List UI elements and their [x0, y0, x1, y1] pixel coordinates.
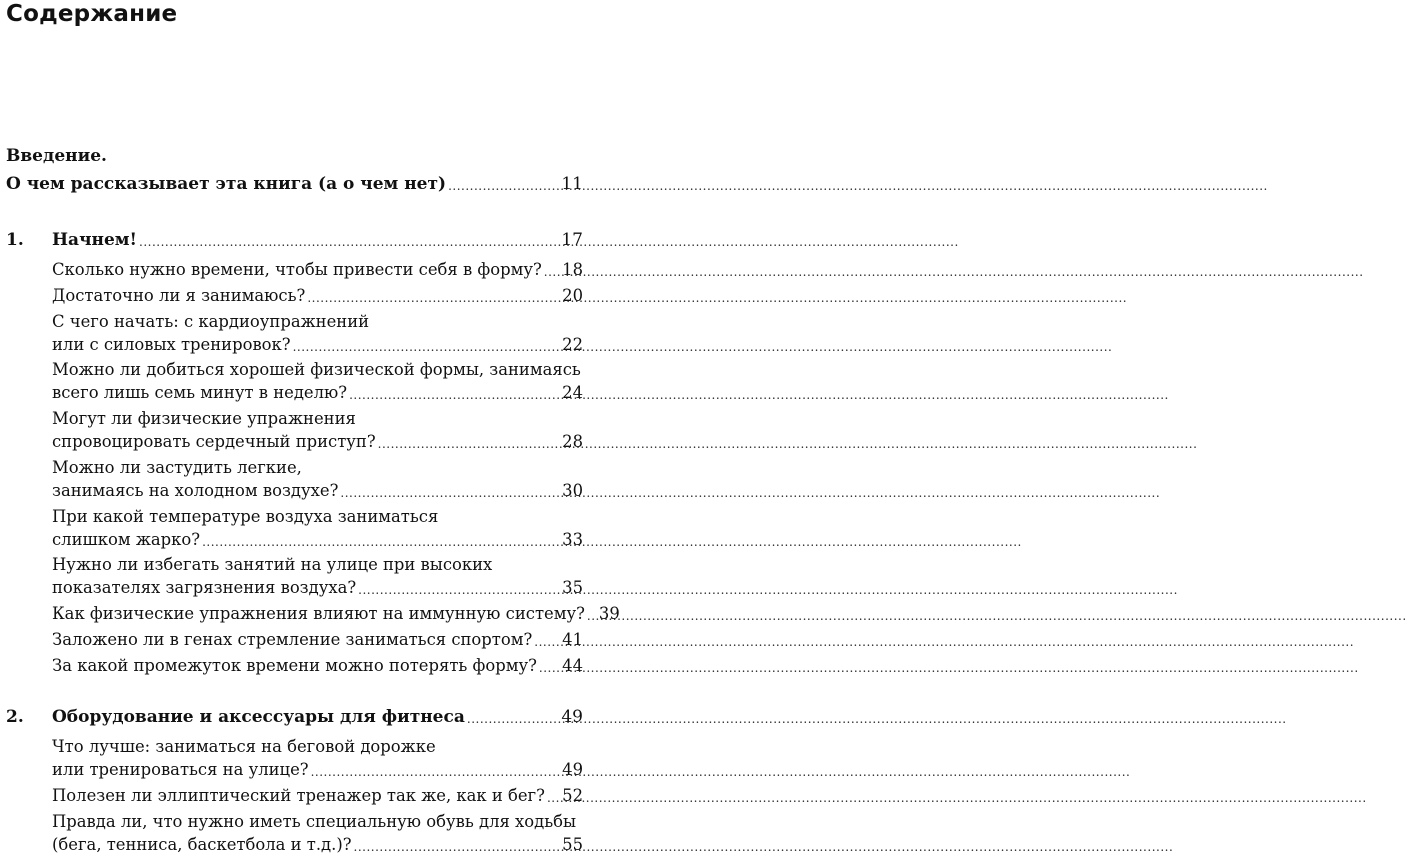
toc-entry-title: занимаясь на холодном воздухе? — [52, 481, 339, 500]
toc-entry-line-1[interactable]: При какой температуре воздуха заниматься — [52, 507, 439, 526]
toc-entry-title: Заложено ли в генах стремление заниматься спортом? — [52, 630, 533, 649]
dot-leader — [139, 231, 559, 248]
toc-entry[interactable] — [52, 656, 583, 675]
chapter-number: 2. — [6, 707, 24, 727]
toc-entry-line-1[interactable]: Могут ли физические упражнения — [52, 409, 356, 428]
toc-page-number: 30 — [562, 481, 583, 500]
toc-entry[interactable] — [52, 481, 583, 500]
toc-entry[interactable] — [52, 760, 583, 779]
toc-page-number: 44 — [562, 656, 583, 675]
dot-leader — [340, 482, 560, 498]
toc-chapter-2[interactable] — [6, 707, 583, 727]
dot-leader — [539, 657, 560, 673]
toc-page-number: 49 — [562, 760, 583, 779]
dot-leader — [202, 531, 560, 547]
toc-entry-line-1[interactable]: Можно ли застудить легкие, — [52, 458, 302, 477]
dot-leader — [378, 433, 561, 449]
dot-leader — [354, 836, 561, 852]
toc-page-number: 41 — [562, 630, 583, 649]
toc-entry-title: всего лишь семь минут в неделю? — [52, 383, 348, 402]
toc-page-number: 22 — [562, 335, 583, 354]
toc-entry-line-1[interactable]: Что лучше: заниматься на беговой дорожке — [52, 737, 436, 756]
toc-entry-title: О чем рассказывает эта книга (а о чем нет) — [6, 174, 447, 194]
dot-leader — [534, 631, 560, 647]
toc-page-number: 18 — [562, 260, 583, 279]
toc-entry-line-1[interactable]: С чего начать: с кардиоупражнений — [52, 312, 370, 331]
toc-entry-title: Достаточно ли я занимаюсь? — [52, 286, 306, 305]
toc-entry-title: или с силовых тренировок? — [52, 335, 291, 354]
page-title: Содержание — [6, 1, 178, 27]
toc-entry-title: показателях загрязнения воздуха? — [52, 578, 357, 597]
toc-entry[interactable] — [52, 335, 583, 354]
toc-entry[interactable] — [52, 530, 583, 549]
dot-leader — [467, 708, 559, 725]
toc-page-number: 20 — [562, 286, 583, 305]
chapter-title: Начнем! — [52, 230, 138, 250]
toc-page-number: 55 — [562, 835, 583, 854]
dot-leader — [587, 605, 597, 621]
dot-leader — [349, 384, 560, 400]
toc-entry-line-1[interactable]: Нужно ли избегать занятий на улице при высоких — [52, 555, 493, 574]
dot-leader — [293, 336, 561, 352]
toc-entry[interactable] — [52, 630, 583, 649]
toc-entry-title: (бега, тенниса, баскетбола и т.д.)? — [52, 835, 352, 854]
chapter-title: Оборудование и аксессуары для фитнеса — [52, 707, 465, 727]
toc-entry-line-1[interactable]: Правда ли, что нужно иметь специальную обувь для ходьбы — [52, 812, 577, 831]
dot-leader — [307, 287, 560, 303]
dot-leader — [547, 787, 560, 803]
dot-leader — [448, 175, 559, 192]
toc-page-number: 35 — [562, 578, 583, 597]
chapter-number: 1. — [6, 230, 24, 250]
toc-entry[interactable] — [52, 786, 583, 805]
toc-entry[interactable] — [52, 835, 583, 854]
toc-chapter-1[interactable] — [6, 230, 583, 250]
toc-entry-title: За какой промежуток времени можно потерять форму? — [52, 656, 537, 675]
toc-entry-title: слишком жарко? — [52, 530, 201, 549]
toc-page-number: 24 — [562, 383, 583, 402]
dot-leader — [544, 261, 560, 277]
toc-entry-title: Как физические упражнения влияют на иммунную систему? — [52, 604, 585, 623]
toc-page-number: 49 — [561, 707, 583, 727]
toc-page-number: 39 — [598, 604, 620, 623]
toc-entry-title: или тренироваться на улице? — [52, 760, 309, 779]
toc-entry-title: Сколько нужно времени, чтобы привести себя в форму? — [52, 260, 542, 279]
toc-page-number: 11 — [561, 174, 583, 194]
dot-leader — [358, 579, 560, 595]
toc-page-number: 17 — [561, 230, 583, 250]
toc-entry[interactable] — [52, 383, 583, 402]
toc-page-number: 33 — [562, 530, 583, 549]
toc-page-number: 52 — [562, 786, 583, 805]
toc-entry[interactable] — [52, 604, 620, 623]
toc-entry-line-1[interactable]: Можно ли добиться хорошей физической формы, занимаясь — [52, 360, 581, 379]
toc-entry[interactable] — [52, 578, 583, 597]
toc-entry-title: Полезен ли эллиптический тренажер так же, как и бег? — [52, 786, 545, 805]
toc-entry[interactable] — [52, 260, 583, 279]
toc-entry-intro[interactable] — [6, 174, 583, 194]
toc-page-number: 28 — [562, 432, 583, 451]
toc-entry[interactable] — [52, 286, 583, 305]
toc-entry[interactable] — [52, 432, 583, 451]
dot-leader — [311, 761, 561, 777]
intro-label: Введение. — [6, 146, 107, 166]
toc-entry-title: спровоцировать сердечный приступ? — [52, 432, 376, 451]
